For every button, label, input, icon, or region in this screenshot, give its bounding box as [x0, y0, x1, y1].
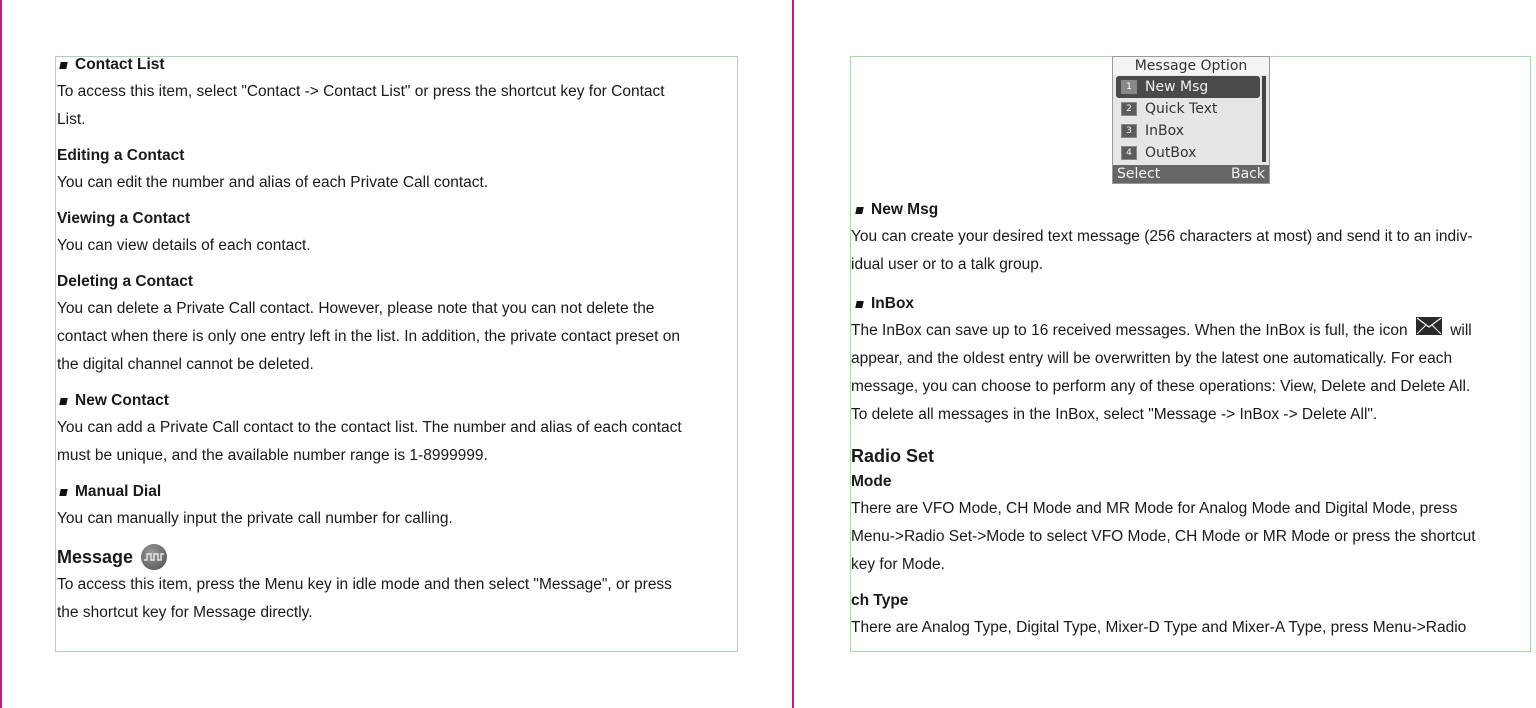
- radio-set-heading: Radio Set: [851, 446, 935, 467]
- lcd-menu-list: [1113, 76, 1269, 164]
- number-4-icon: 4: [1121, 146, 1137, 160]
- mode-heading: Mode: [851, 473, 892, 491]
- envelope-icon: [1416, 317, 1442, 345]
- ch-type-heading: ch Type: [851, 592, 909, 610]
- lcd-menu-item-quick-text[interactable]: 2 Quick Text: [1116, 98, 1260, 120]
- page-divider: [792, 0, 794, 708]
- lcd-message-option-screen: [1112, 56, 1270, 184]
- right-page: [851, 199, 1535, 642]
- manual-dial-heading: Manual Dial: [54, 481, 747, 503]
- new-msg-heading: New Msg: [850, 199, 1535, 221]
- lcd-menu-item-new-msg[interactable]: 1 New Msg: [1116, 76, 1260, 98]
- contact-list-heading: Contact List: [54, 54, 747, 76]
- left-edge-line: [0, 0, 2, 708]
- ch-type-text: There are Analog Type, Digital Type, Mixer-D Type and Mixer-A Type, press Menu->Radio: [851, 619, 1467, 637]
- contact-list-text: To access this item, select "Contact -> Contact List" or press the shortcut key for Contact List.: [57, 83, 665, 128]
- number-1-icon: 1: [1121, 80, 1137, 94]
- editing-contact-text: You can edit the number and alias of each Private Call contact.: [57, 174, 489, 191]
- new-msg-text: You can create your desired text message (256 characters at most) and send it to an indiv- idual user or to a talk group.: [851, 228, 1473, 273]
- deleting-contact-heading: Deleting a Contact: [57, 273, 194, 290]
- bullet-icon: [855, 301, 863, 308]
- left-page: [57, 54, 747, 627]
- new-contact-heading: New Contact: [54, 390, 747, 412]
- message-icon: [141, 544, 167, 570]
- new-contact-text: You can add a Private Call contact to the contact list. The number and alias of each contact must be unique, and the available number range is 1-8999999.: [57, 419, 682, 464]
- message-text: To access this item, press the Menu key in idle mode and then select "Message", or press the shortcut key for Message directly.: [57, 576, 672, 621]
- lcd-title: Message Option: [1113, 57, 1269, 75]
- message-heading: Message: [57, 544, 747, 570]
- mode-text: There are VFO Mode, CH Mode and MR Mode for Analog Mode and Digital Mode, press Menu->Radio Set->Mode to select VFO Mode, CH Mode or MR Mode or press the shortcut key for Mode.: [851, 500, 1476, 574]
- bullet-icon: [59, 62, 67, 69]
- viewing-contact-heading: Viewing a Contact: [57, 210, 191, 227]
- number-2-icon: 2: [1121, 102, 1137, 116]
- editing-contact-heading: Editing a Contact: [57, 147, 185, 164]
- inbox-heading: InBox: [850, 293, 1535, 315]
- viewing-contact-text: You can view details of each contact.: [57, 237, 311, 254]
- bullet-icon: [59, 398, 67, 405]
- lcd-scrollbar: [1262, 76, 1266, 162]
- lcd-softkey-bar: [1113, 165, 1269, 183]
- bullet-icon: [855, 207, 863, 214]
- number-3-icon: 3: [1121, 124, 1137, 138]
- lcd-menu-item-inbox[interactable]: 3 InBox: [1116, 120, 1260, 142]
- inbox-text: The InBox can save up to 16 received messages. When the InBox is full, the icon will appear, and the oldest entry will be overwritten by the latest one automatically. For each message, you can choose to perform any of these operations: View, Delete and Delete All. To delete all messages in the InBox, select "Message -> InBox -> Delete All".: [851, 317, 1535, 429]
- lcd-softkey-select[interactable]: Select: [1117, 166, 1161, 182]
- deleting-contact-text: You can delete a Private Call contact. However, please note that you can not delete the contact when there is only one entry left in the list. In addition, the private contact preset on the digital channel cannot be deleted.: [57, 300, 680, 373]
- manual-dial-text: You can manually input the private call number for calling.: [57, 510, 453, 527]
- bullet-icon: [59, 489, 67, 496]
- lcd-menu-item-outbox[interactable]: 4 OutBox: [1116, 142, 1260, 164]
- lcd-softkey-back[interactable]: Back: [1231, 166, 1265, 182]
